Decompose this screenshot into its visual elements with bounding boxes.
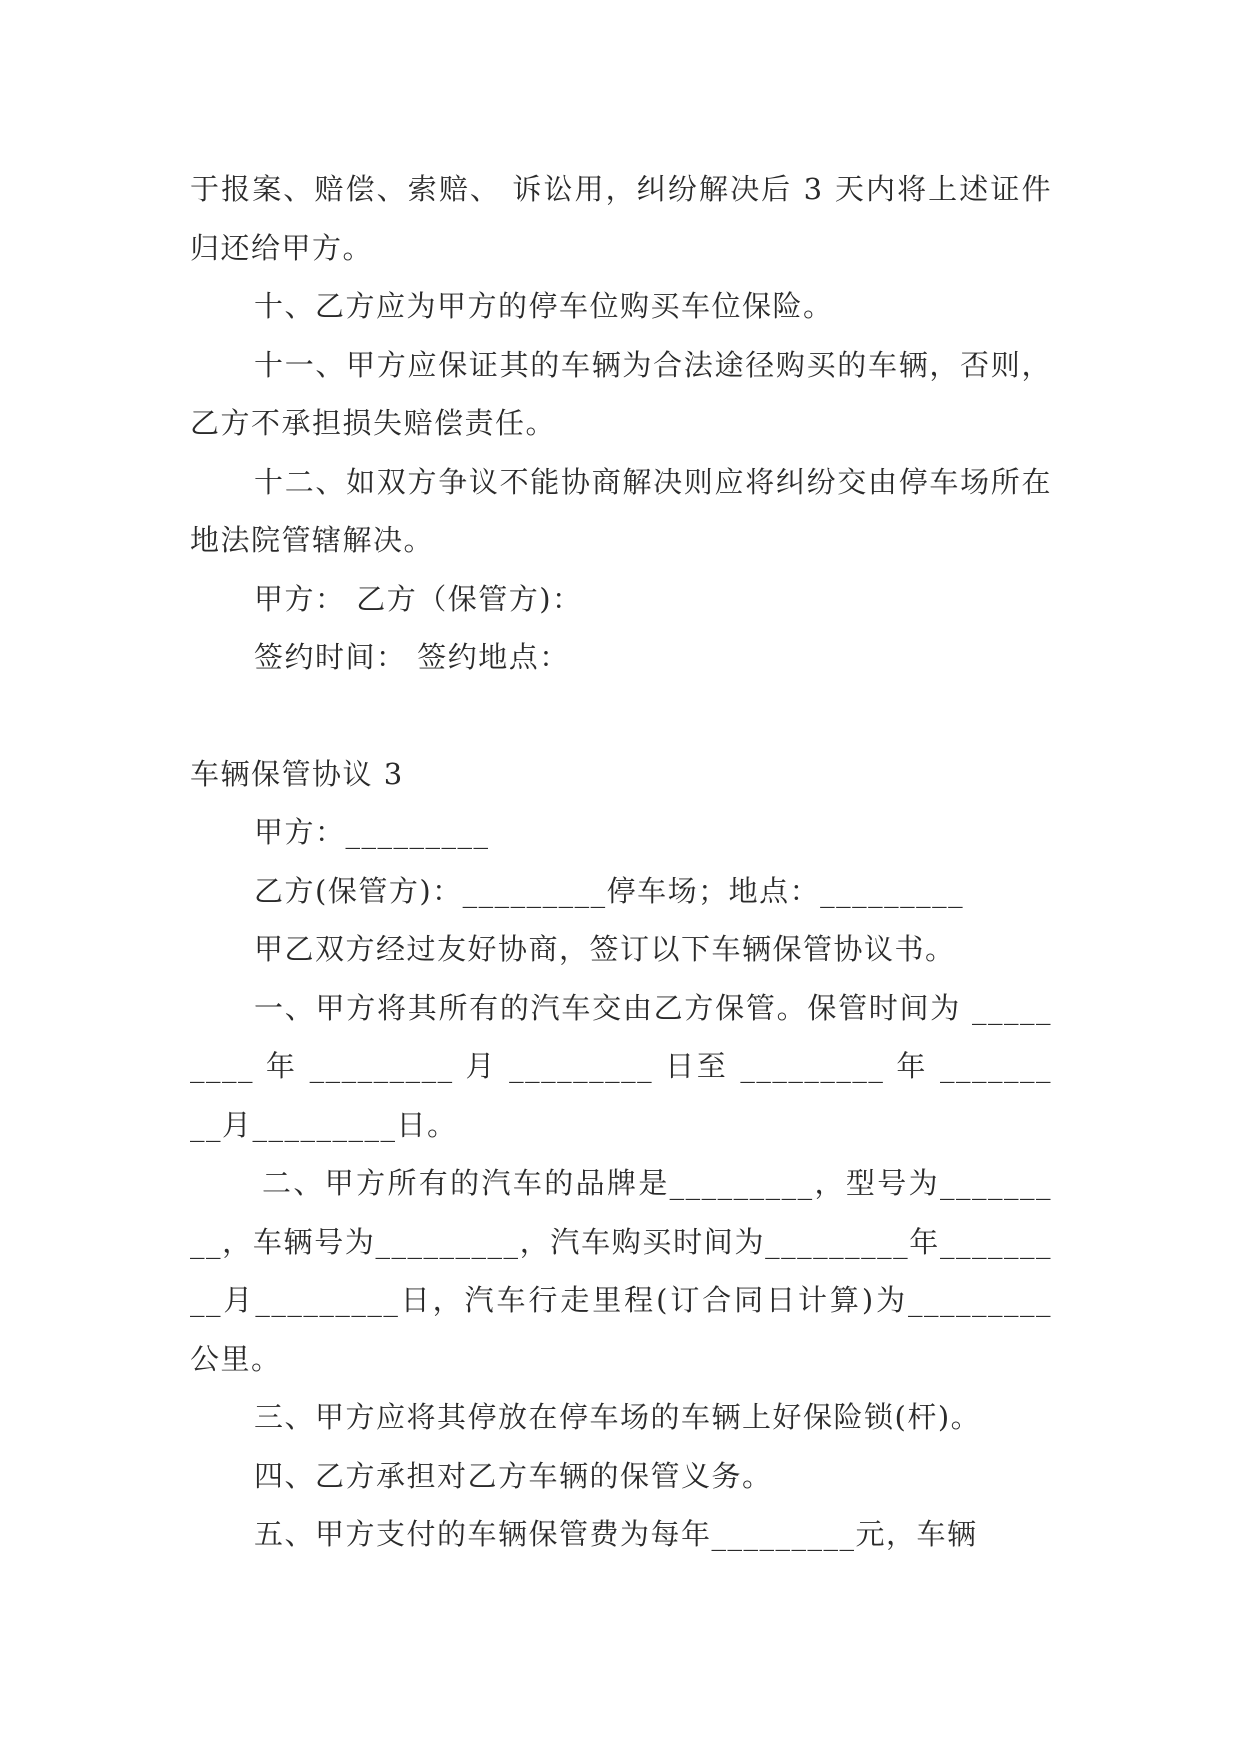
document-body — [190, 160, 1052, 1564]
paragraph-parties-signature: 甲方： 乙方（保管方)： — [254, 581, 583, 616]
paragraph-clause-11: 十一、甲方应保证其的车辆为合法途径购买的车辆，否则，乙方不承担损失赔偿责任。 — [190, 347, 1052, 440]
paragraph-sign-time-place: 签约时间： 签约地点： — [254, 640, 570, 674]
paragraph-clause-1: 一、甲方将其所有的汽车交由乙方保管。保管时间为 _________ 年 _________ 月 _________ 日至 _________ 年 _________月_________日。 — [190, 990, 1052, 1142]
paragraph-clause-3: 三、甲方应将其停放在停车场的车辆上好保险锁(杆)。 — [254, 1400, 982, 1434]
section-gap — [190, 687, 1052, 745]
paragraph-clause-4: 四、乙方承担对乙方车辆的保管义务。 — [254, 1458, 773, 1493]
paragraph-party-a: 甲方：_________ — [254, 815, 490, 849]
section-title: 车辆保管协议 3 — [190, 756, 404, 791]
paragraph-clause-12: 十二、如双方争议不能协商解决则应将纠纷交由停车场所在地法院管辖解决。 — [190, 464, 1052, 557]
paragraph-clause-5: 五、甲方支付的车辆保管费为每年_________元，车辆 — [254, 1517, 978, 1551]
paragraph-clause-2: 二、甲方所有的汽车的品牌是_________，型号为_________，车辆号为_________，汽车购买时间为_________年_________月_________日，汽车行走里程(订合同日计算)为_________公里。 — [190, 1166, 1052, 1376]
paragraph-party-b: 乙方(保管方)：_________停车场；地点：_________ — [254, 873, 965, 908]
paragraph-clause-10: 十、乙方应为甲方的停车位购买车位保险。 — [254, 289, 834, 323]
paragraph-intro: 甲乙双方经过友好协商，签订以下车辆保管协议书。 — [254, 932, 956, 966]
paragraph-clause-9-continued: 于报案、赔偿、索赔、 诉讼用，纠纷解决后 3 天内将上述证件归还给甲方。 — [190, 172, 1052, 265]
